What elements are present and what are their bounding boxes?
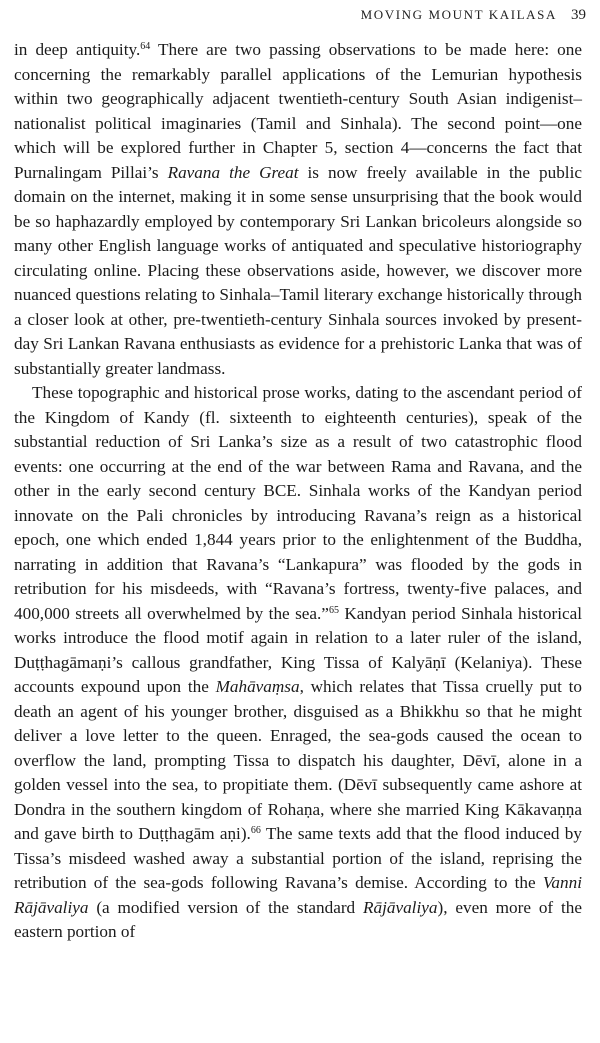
- text-run: There are two passing observations to be made here: one concerning the remarkably parallel applications of the Lemurian hypothesis within two geographically adjacent twentieth-century South Asian indigenist–nationalist political imaginaries (Tamil and Sinhala). The second point—one which will be explored further in Chapter 5, section 4—concerns the fact that Purnalingam Pillai’s: [14, 40, 582, 182]
- footnote-ref-66: 66: [250, 825, 261, 836]
- text-run: in deep antiquity.: [14, 40, 141, 59]
- page-number: 39: [571, 6, 586, 23]
- footnote-ref-64: 64: [140, 41, 151, 52]
- paragraph-2: [14, 381, 582, 945]
- page-header: [14, 0, 586, 30]
- text-run: ), even more of the eastern portion of: [14, 897, 582, 941]
- text-run: Kandyan period Sinhala historical works introduce the flood motif again in relation to a later ruler of the island, Duṭṭhagāmaṇi’s callous grandfather, King Tissa of Kalyāṇī (Kelaniya). These accounts expound upon the: [14, 603, 582, 696]
- text-run: , which relates that Tissa cruelly put to death an agent of his younger brother, disguised as a Bhikkhu so that he might deliver a love letter to the queen. Enraged, the sea-gods caused the ocean to overflow the land, prompting Tissa to dispatch his daughter, Dēvī, alone in a golden vessel into the sea, to propitiate them. (Dēvī subsequently came ashore at Dondra in the southern kingdom of Rohaṇa, where she married King Kākavaṇṇa and gave birth to Duṭṭhagām aṇi).: [14, 677, 582, 843]
- book-title: Mahāvaṃsa: [215, 677, 300, 696]
- book-title: Vanni Rājāvaliya: [14, 873, 582, 917]
- running-head: MOVING MOUNT KAILASA: [360, 7, 557, 22]
- paragraph-1: [14, 38, 582, 381]
- text-run: These topographic and historical prose works, dating to the ascendant period of the Kingdom of Kandy (fl. sixteenth to eighteenth centuries), speak of the substantial reduction of Sri Lanka’s size as a result of two catastrophic flood events: one occurring at the end of the war between Rama and Ravana, and the other in the early second century BCE. Sinhala works of the Kandyan period innovate on the Pali chronicles by introducing Ravana’s reign as a historical epoch, one which ended 1,844 years prior to the enlightenment of the Buddha, narrating in addition that Ravana’s “Lankapura” was flooded by the gods in retribution for his misdeeds, with “Ravana’s fortress, twenty-five palaces, and 400,000 streets all overwhelmed by the sea.”: [14, 383, 582, 623]
- book-title: Rājāvaliya: [363, 897, 438, 917]
- body-text: [14, 38, 582, 945]
- footnote-ref-65: 65: [328, 604, 339, 616]
- text-run: (a modified version of the standard: [88, 897, 363, 917]
- book-title: Ravana the Great: [167, 162, 299, 182]
- text-run: is now freely available in the public domain on the internet, making it in some sense unsurprising that the book would be so haphazardly employed by contemporary Sri Lankan bricoleurs alongside so many other English language works of antiquated and speculative historiography circulating online. Placing these observations aside, however, we discover more nuanced questions relating to Sinhala–Tamil literary exchange historically through a closer look at other, pre-twentieth-century Sinhala sources invoked by present-day Sri Lankan Ravana enthusiasts as evidence for a prehistoric Lanka that was of substantially greater landmass.: [14, 162, 582, 378]
- text-run: The same texts add that the flood induced by Tissa’s misdeed washed away a substantial portion of the island, reprising the retribution of the sea-gods following Ravana’s demise. According to the: [14, 824, 582, 892]
